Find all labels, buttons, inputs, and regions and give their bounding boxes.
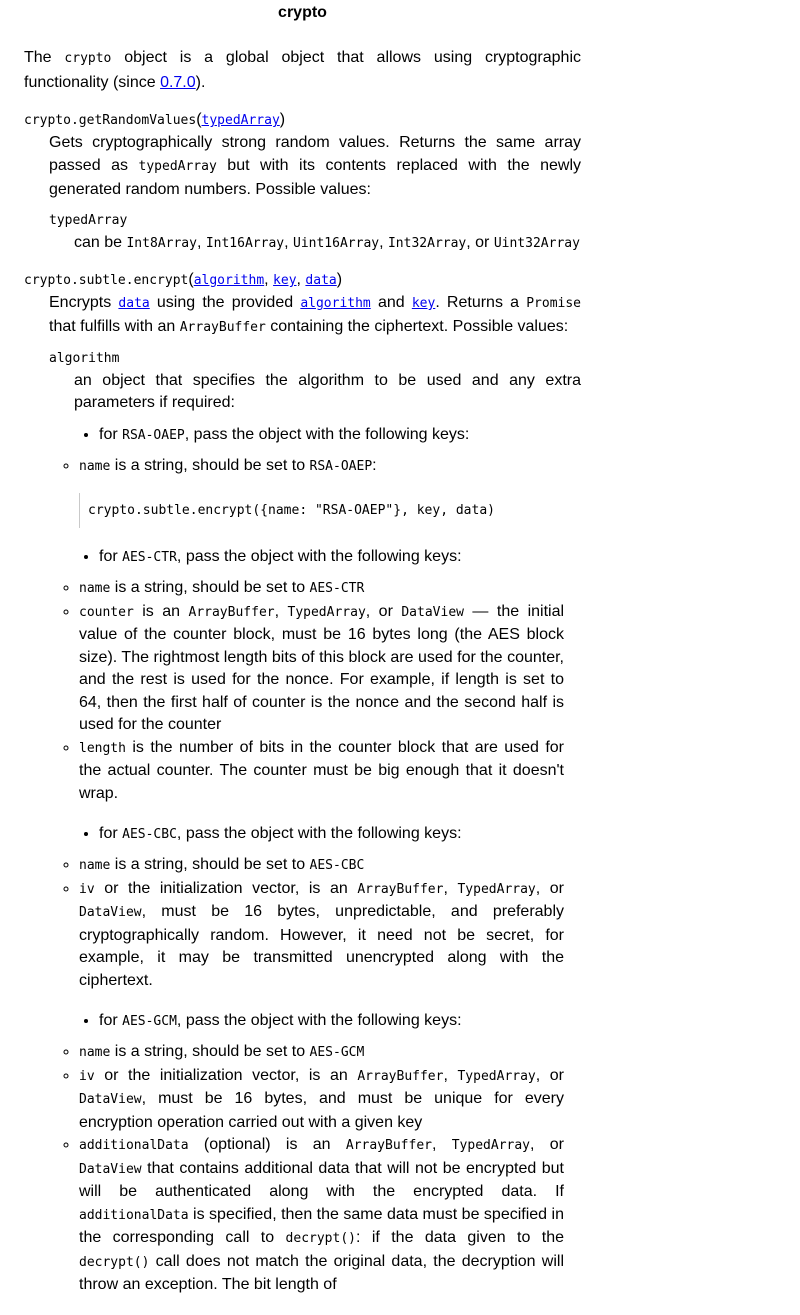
key-link[interactable]: key [273,273,297,288]
intro-crypto-code: crypto [64,51,112,66]
document-page [24,0,581,1315]
intro-text: The [24,49,65,66]
getrandomvalues-description [49,131,581,255]
algorithm-options-list [79,424,581,1297]
data-link[interactable]: data [118,296,150,311]
list-item-additionaldata: ◦ additionalData (optional) is an ArrayBuffer, TypedArray, or DataView that contains additional data that will not be encrypted but will be authenticated along with the encrypted data. If additionalData is specified, then the same data must be specified in the corresponding call to decrypt(): if the data given to the decrypt() call does not match the original data, the decryption will throw an exception. The bit length of [79,1134,564,1297]
version-link[interactable]: 0.7.0 [160,74,196,91]
list-item-name: ◦ name is a string, should be set to AES-CTR [79,577,564,601]
list-item-counter: ◦ counter is an ArrayBuffer, TypedArray, or DataView — the initial value of the counter block, must be 16 bytes long (the AES block size). The rightmost length bits of this block are used for the counter, and the rest is used for the nonce. For example, if length is set to 64, then the first half of counter is the nonce and the second half is used for the counter [79,601,564,737]
list-item-name: ◦ name is a string, should be set to AES-CBC [79,854,564,878]
list-item-iv: ◦ iv or the initialization vector, is an ArrayBuffer, TypedArray, or DataView, must be 16 bytes, unpredictable, and preferably cryptographically random. However, it need not be secret, for example, it may be transmitted unencrypted along with the ciphertext. [79,878,564,993]
list-item-rsa-oaep: • for RSA-OAEP, pass the object with the following keys: ◦ name is a string, should be set to RSA-OAEP: crypto.subtle.encrypt({name: "RSA-OAEP"}, key, data) [99,424,581,528]
intro-paragraph [24,46,581,95]
intro-text: ). [195,74,206,91]
getrandomvalues-text: Gets cryptographically strong random values. Returns the same array passed as typedArray but with its contents replaced with the newly generated random numbers. Possible values: [49,134,582,198]
algorithm-link[interactable]: algorithm [193,273,265,288]
list-item-aes-gcm: • for AES-GCM, pass the object with the following keys: ◦ name is a string, should be set to AES-GCM ◦ iv or the initialization vector, is an ArrayBuffer, TypedArray, or DataView, must be 16 bytes, and must be unique for every encryption operation carried out with a given key ◦ additionalData (optional) is an ArrayBuffer, TypedArray, or DataView that contains additional data that will not be encrypted but will be authenticated along with the encrypted data. If additionalData is specified, then the same data must be specified in the corresponding call to decrypt(): if the data given to the decrypt() call does not match the original data, the decryption will throw an exception. The bit length of [99,1010,581,1297]
ctr-keys-list [79,577,564,805]
page-title: crypto [278,4,327,21]
param-algorithm-desc [74,370,581,414]
cbc-keys-list [79,854,564,992]
data-link[interactable]: data [305,273,337,288]
key-link[interactable]: key [411,296,436,311]
algorithm-desc-text: an object that specifies the algorithm to be used and any extra parameters if required: [74,372,581,411]
encrypt-params [49,347,581,414]
algorithm-link[interactable]: algorithm [300,296,371,311]
gcm-keys-list [79,1041,564,1297]
intro-text: object is a global object that allows using cryptographic functionality (since [24,49,582,91]
encrypt-text: Encrypts data using the provided algorithm and key. Returns a Promise that fulfills with an ArrayBuffer containing the ciphertext. Possible values: [49,294,582,335]
list-item-name: ◦ name is a string, should be set to AES-GCM [79,1041,564,1065]
encrypt-description [49,291,581,1297]
param-algorithm: algorithm [49,351,120,366]
api-list [24,110,581,1297]
list-item-aes-cbc: • for AES-CBC, pass the object with the following keys: ◦ name is a string, should be set to AES-CBC ◦ iv or the initialization vector, is an ArrayBuffer, TypedArray, or DataView, must be 16 bytes, unpredictable, and preferably cryptographically random. However, it need not be secret, for example, it may be transmitted unencrypted along with the ciphertext. [99,823,581,992]
param-typedarray: typedArray [49,213,128,228]
getrandomvalues-params [49,209,581,255]
list-item-iv: ◦ iv or the initialization vector, is an ArrayBuffer, TypedArray, or DataView, must be 16 bytes, and must be unique for every encryption operation carried out with a given key [79,1065,564,1135]
getrandomvalues-signature: crypto.getRandomValues(typedArray) [24,111,286,128]
list-item-length: ◦ length is the number of bits in the counter block that are used for the actual counter. The counter must be big enough that it doesn't wrap. [79,737,564,806]
rsa-keys-list [79,455,564,528]
list-item-aes-ctr: • for AES-CTR, pass the object with the following keys: ◦ name is a string, should be set to AES-CTR ◦ counter is an ArrayBuffer, TypedArray, or DataView — the initial value of the counter block, must be 16 bytes long (the AES block size). The rightmost length bits of this block are used for the counter, and the rest is used for the nonce. For example, if length is set to 64, then the first half of counter is the nonce and the second half is used for the counter ◦ length is the number of bits in the counter block that are used for the actual counter. The counter must be big enough that it doesn't wrap. [99,546,581,805]
encrypt-signature: crypto.subtle.encrypt(algorithm, key, data) [24,271,343,288]
list-item-name: ◦ name is a string, should be set to RSA-OAEP: crypto.subtle.encrypt({name: "RSA-OAEP"}, key, data) [79,455,564,528]
code-example: crypto.subtle.encrypt({name: "RSA-OAEP"}, key, data) [79,493,564,529]
param-typedarray-desc: can be Int8Array, Int16Array, Uint16Array, Int32Array, or Uint32Array [74,234,580,251]
typedarray-link[interactable]: typedArray [201,113,280,128]
